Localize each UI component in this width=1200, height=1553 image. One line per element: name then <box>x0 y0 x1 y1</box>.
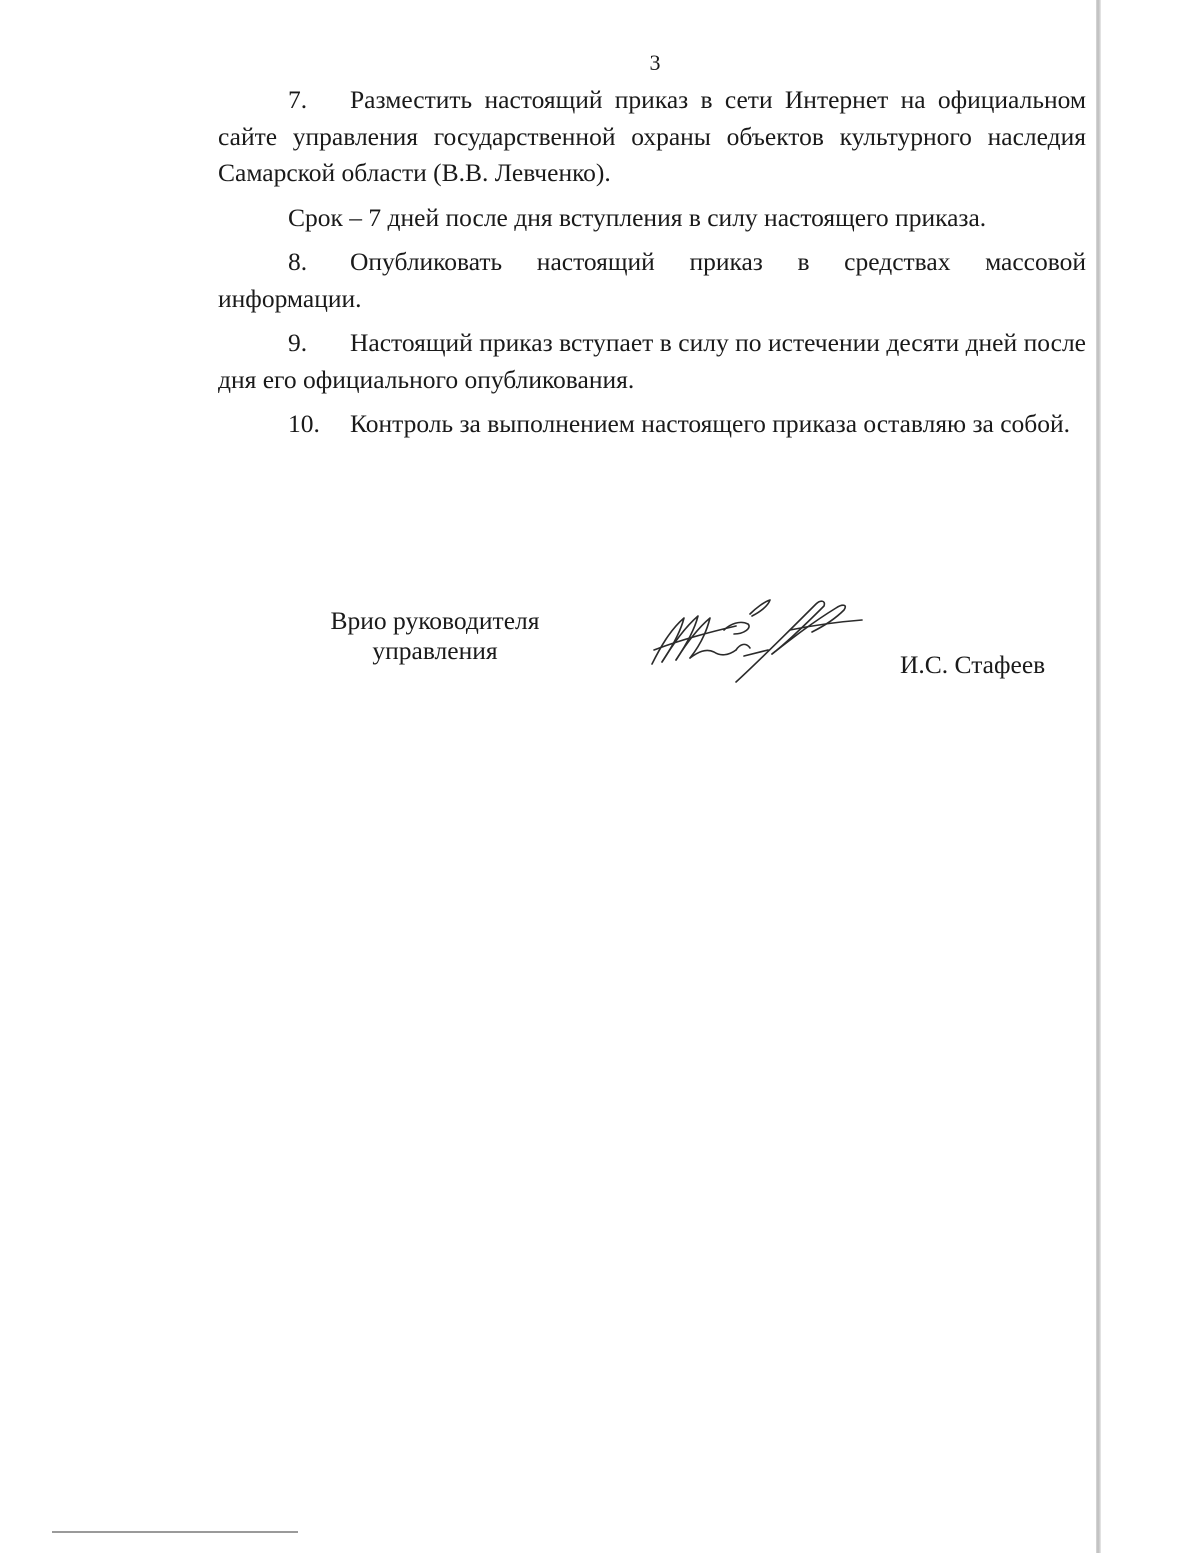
page-number: 3 <box>649 50 661 75</box>
paragraph-text: Опубликовать настоящий приказ в средствах массовой информации. <box>218 247 1086 313</box>
paragraph-deadline <box>218 200 1086 237</box>
paragraph-text: Контроль за выполнением настоящего приказа оставляю за собой. <box>350 409 1071 438</box>
scan-edge <box>1096 0 1101 1553</box>
document-body <box>218 82 1086 451</box>
handwritten-signature <box>640 590 870 690</box>
paragraph-text: Срок – 7 дней после дня вступления в силу настоящего приказа. <box>288 202 987 232</box>
paragraph-number: 7. <box>288 85 308 114</box>
paragraph-9 <box>218 325 1086 398</box>
signatory-name: И.С. Стафеев <box>900 650 1046 679</box>
paragraph-8 <box>218 244 1086 317</box>
paragraph-7 <box>218 82 1086 192</box>
paragraph-text: Разместить настоящий приказ в сети Интернет на официальном сайте управления государственной охраны объектов культурного наследия Самарской области (В.В. Левченко). <box>218 85 1086 187</box>
footer-divider <box>52 1531 298 1533</box>
signatory-title-line1: Врио руководителя <box>330 606 540 635</box>
paragraph-number: 10. <box>288 409 320 438</box>
paragraph-number: 8. <box>288 247 308 276</box>
signatory-title <box>318 606 552 666</box>
paragraph-text: Настоящий приказ вступает в силу по истечении десяти дней после дня его официального опубликования. <box>218 328 1086 394</box>
paragraph-10 <box>218 406 1086 443</box>
signatory-title-line2: управления <box>372 636 498 665</box>
paragraph-number: 9. <box>288 328 308 357</box>
